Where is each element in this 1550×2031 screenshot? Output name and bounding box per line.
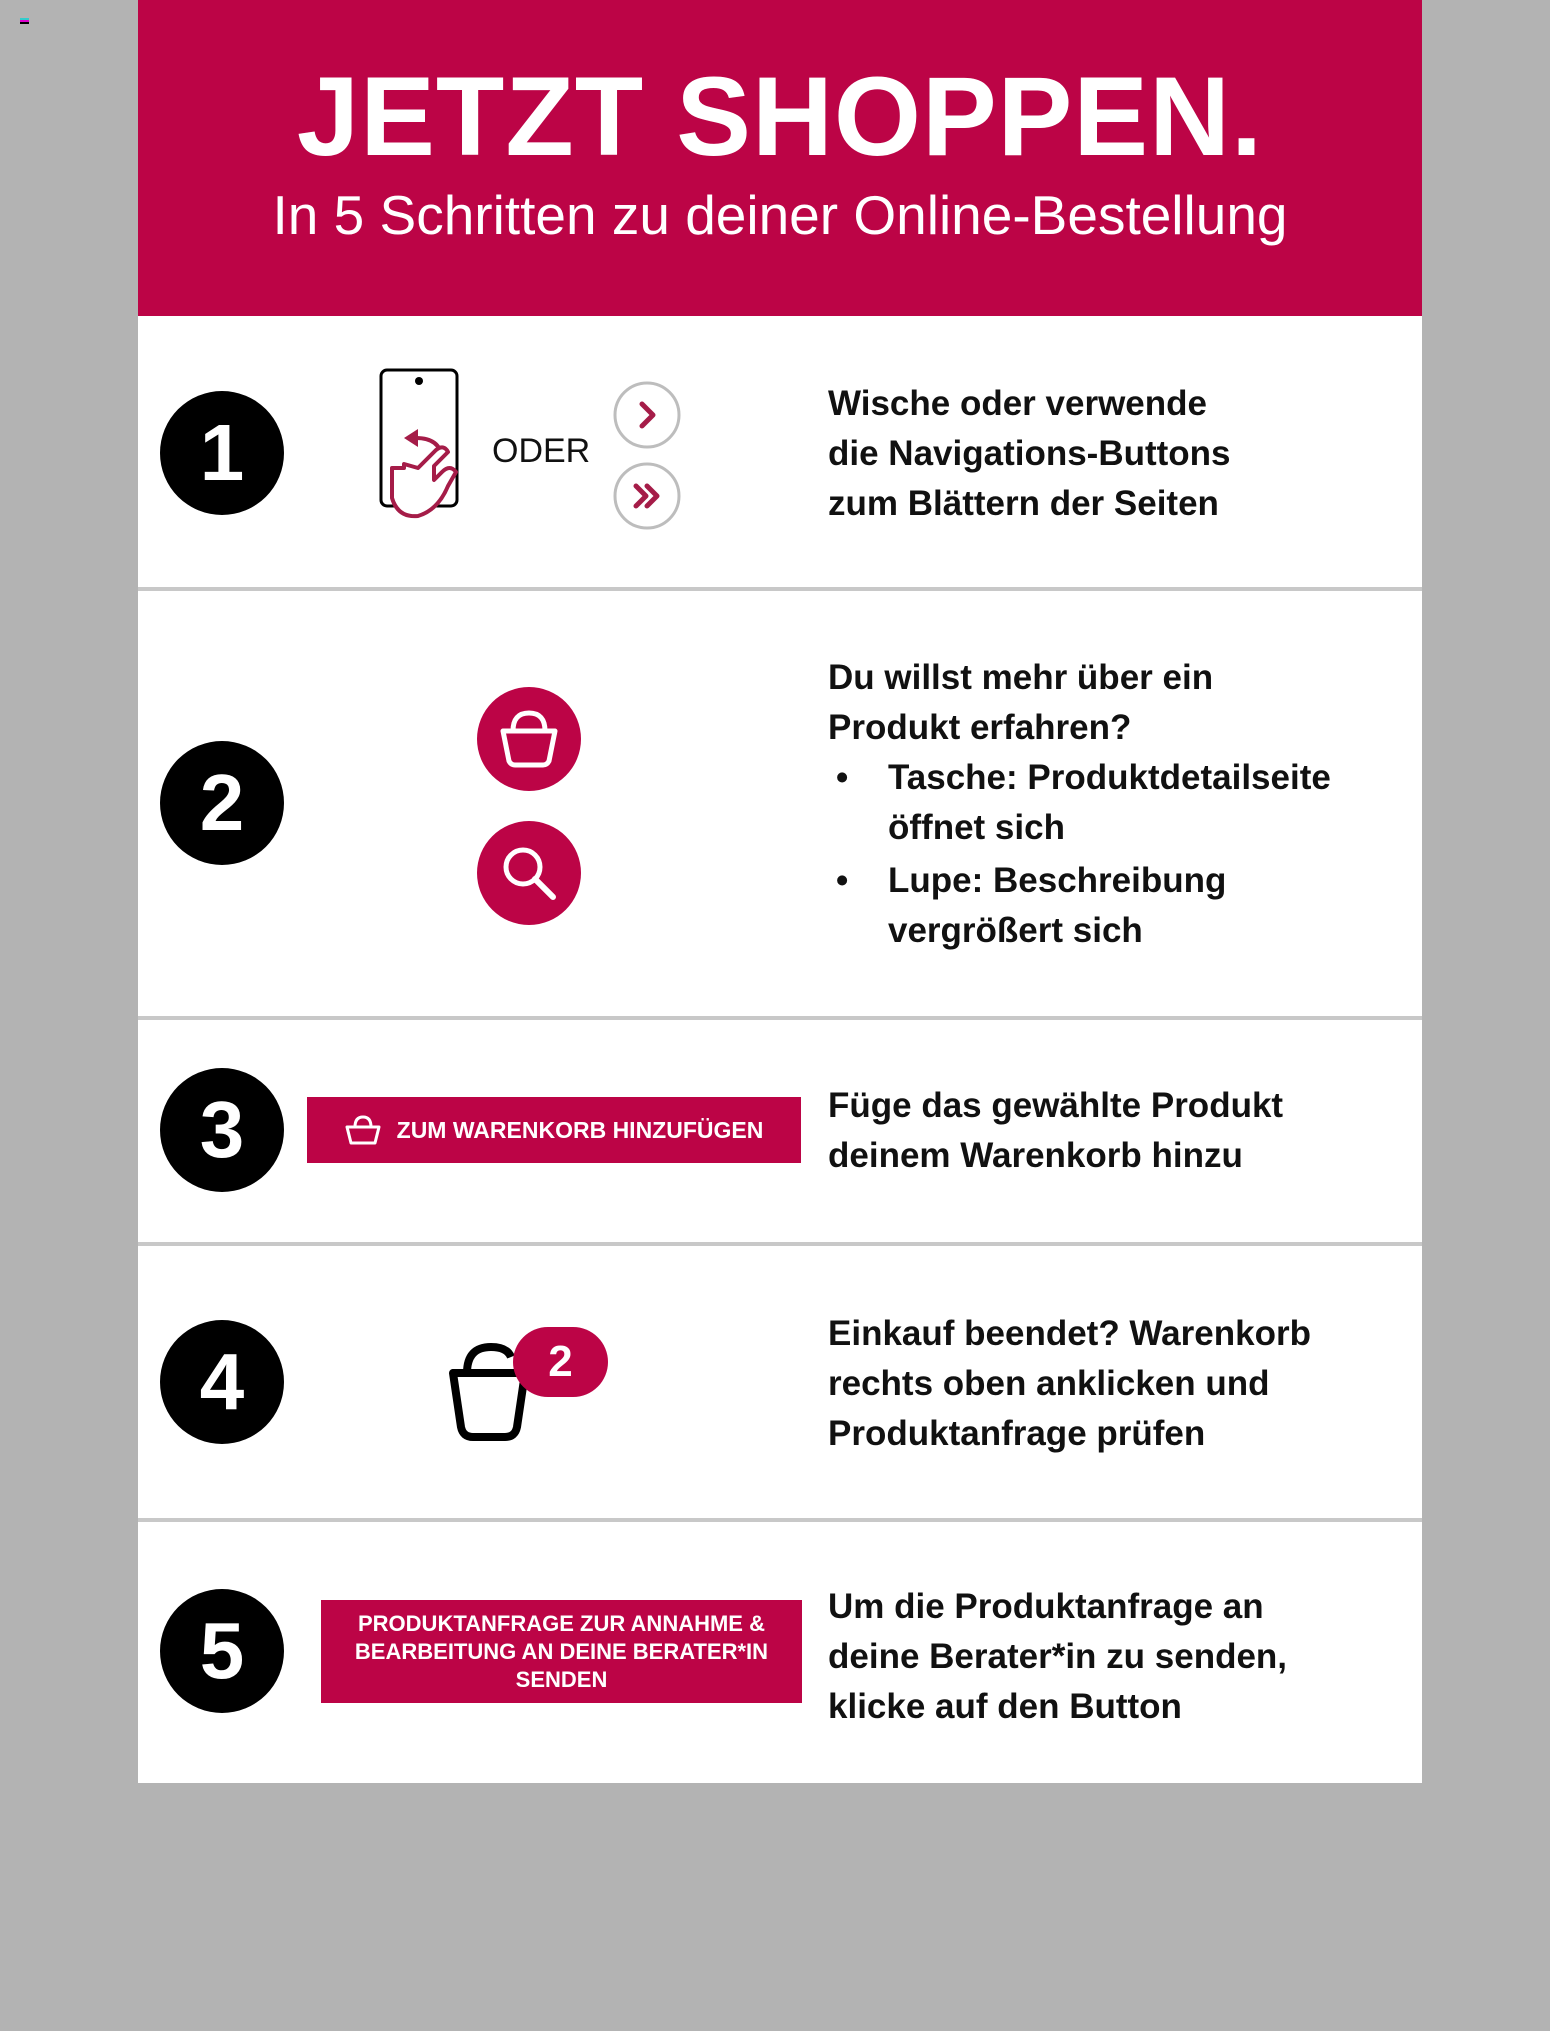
step-number-5: 5 <box>160 1589 284 1713</box>
page-title: JETZT SHOPPEN. <box>296 54 1264 179</box>
step-4-text <box>828 1309 1311 1459</box>
shopping-bag-icon[interactable] <box>477 687 581 791</box>
chevron-right-icon[interactable] <box>613 381 681 449</box>
color-marker <box>20 18 29 24</box>
divider <box>138 1518 1422 1522</box>
text-line: die Navigations-Buttons <box>828 434 1231 473</box>
page-subtitle: In 5 Schritten zu deiner Online-Bestellung <box>272 184 1288 246</box>
magnifier-icon[interactable] <box>477 821 581 925</box>
text-line: deine Berater*in zu senden, <box>828 1637 1288 1676</box>
step-2-text <box>828 653 1331 956</box>
text-heading: Produkt erfahren? <box>828 708 1132 747</box>
button-label: BEARBEITUNG AN DEINE BERATER*IN <box>354 1638 769 1664</box>
bullet-item <box>828 753 1331 853</box>
cart-badge-count: 2 <box>548 1337 573 1386</box>
button-label: PRODUKTANFRAGE ZUR ANNAHME & <box>358 1610 765 1636</box>
bullet-item <box>828 856 1331 956</box>
step-5-text <box>828 1582 1287 1732</box>
send-request-button[interactable] <box>321 1600 802 1703</box>
button-label: SENDEN <box>515 1666 608 1692</box>
shopping-bag-icon <box>345 1114 381 1146</box>
button-label: ZUM WARENKORB HINZUFÜGEN <box>396 1116 764 1143</box>
step-number-1: 1 <box>160 391 284 515</box>
double-chevron-right-icon[interactable] <box>613 462 681 530</box>
step-1-text <box>828 379 1231 529</box>
add-to-cart-button[interactable] <box>307 1097 801 1163</box>
text-line: rechts oben anklicken und <box>828 1364 1270 1403</box>
text-line: zum Blättern der Seiten <box>828 484 1219 523</box>
phone-swipe-icon <box>378 368 468 518</box>
text-heading: Du willst mehr über ein <box>828 658 1214 697</box>
text-line: • Tasche: Produktdetailseite <box>888 758 1331 797</box>
step-number-2: 2 <box>160 741 284 865</box>
step-number-3: 3 <box>160 1068 284 1192</box>
divider <box>138 1242 1422 1246</box>
text-line: klicke auf den Button <box>828 1687 1182 1726</box>
text-line: Füge das gewählte Produkt <box>828 1086 1284 1125</box>
text-line: Um die Produktanfrage an <box>828 1587 1264 1626</box>
text-line: deinem Warenkorb hinzu <box>828 1136 1243 1175</box>
text-line: Produktanfrage prüfen <box>828 1414 1206 1453</box>
text-line: öffnet sich <box>888 808 1065 847</box>
text-line: • Lupe: Beschreibung <box>888 861 1227 900</box>
or-label: ODER <box>492 432 591 470</box>
step-number-4: 4 <box>160 1320 284 1444</box>
divider <box>138 1016 1422 1020</box>
text-line: Wische oder verwende <box>828 384 1207 423</box>
step-3-text <box>828 1081 1283 1181</box>
divider <box>138 587 1422 591</box>
header-banner <box>138 0 1422 316</box>
text-line: vergrößert sich <box>888 911 1143 950</box>
instruction-card <box>138 0 1422 1783</box>
text-line: Einkauf beendet? Warenkorb <box>828 1314 1311 1353</box>
